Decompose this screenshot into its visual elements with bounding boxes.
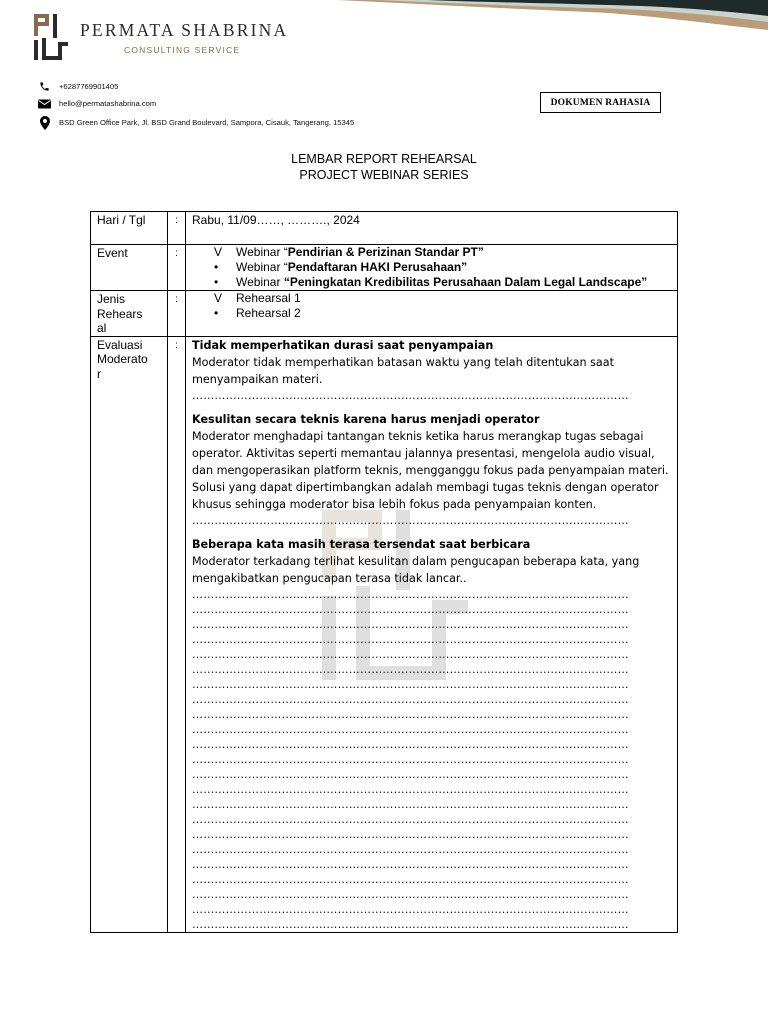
brand-name: PERMATA SHABRINA	[80, 20, 289, 40]
dotted-line: ………………………………………………………………………………………………………	[192, 812, 629, 826]
document-title-line2: PROJECT WEBINAR SERIES	[299, 168, 469, 182]
phone-icon	[38, 80, 51, 93]
dotted-line: ………………………………………………………………………………………………………	[192, 857, 629, 871]
brand-tagline: CONSULTING SERVICE	[124, 45, 241, 55]
dotted-line: ………………………………………………………………………………………………………	[192, 632, 629, 646]
dotted-line: ………………………………………………………………………………………………………	[192, 752, 629, 766]
date-colon: :	[168, 212, 186, 245]
dotted-line: ………………………………………………………………………………………………………	[192, 388, 629, 402]
contact-phone-text: +6287769901405	[59, 82, 119, 91]
dotted-line: ………………………………………………………………………………………………………	[192, 647, 629, 661]
event-options	[186, 245, 678, 291]
contact-email-text: hello@permatashabrina.com	[59, 99, 157, 108]
dotted-line: ………………………………………………………………………………………………………	[192, 737, 629, 751]
evaluation-heading: Kesulitan secara teknis karena harus menjadi operator	[192, 412, 540, 426]
event-option-marker: •	[214, 260, 219, 274]
table-row-evaluation	[91, 336, 678, 932]
event-option-marker: V	[214, 245, 223, 259]
rehearsal-label: Jenis Rehears al	[91, 291, 168, 337]
dotted-line: ………………………………………………………………………………………………………	[192, 677, 629, 691]
evaluation-label: Evaluasi Moderato r	[91, 336, 168, 932]
dotted-line: ………………………………………………………………………………………………………	[192, 842, 629, 856]
event-option-marker: •	[214, 275, 219, 289]
event-option-title: Pendirian & Perizinan Standar PT”	[287, 245, 484, 259]
location-pin-icon	[38, 116, 51, 129]
contact-phone	[38, 80, 118, 93]
dotted-line: ………………………………………………………………………………………………………	[192, 902, 629, 916]
event-option-title: “Peningkatan Kredibilitas Perusahaan Dalam Legal Landscape”	[283, 275, 648, 289]
dotted-line: ………………………………………………………………………………………………………	[192, 887, 629, 901]
evaluation-body: Moderator terkadang terlihat kesulitan dalam pengucapan beberapa kata, yang mengakibatkan pengucapan terasa tidak lancar..	[192, 554, 640, 585]
dotted-line: ………………………………………………………………………………………………………	[192, 602, 629, 616]
brand-logo	[34, 14, 70, 60]
date-value[interactable]: Rabu, 11/09……, ………., 2024	[186, 212, 678, 245]
contact-email	[38, 97, 156, 110]
event-option[interactable]	[192, 275, 671, 290]
contact-address-text: BSD Green Office Park, Jl. BSD Grand Boulevard, Sampora, Cisauk, Tangerang, 15345	[59, 118, 355, 127]
rehearsal-option-text: Rehearsal 2	[236, 306, 301, 320]
header-swoosh-decoration	[338, 0, 768, 40]
rehearsal-option-text: Rehearsal 1	[236, 291, 301, 305]
evaluation-body: Moderator menghadapi tantangan teknis ketika harus merangkap tugas sebagai operator. Aktivitas seperti memantau jalannya presentasi, mengelola audio visual, dan mengoperasikan platform teknis, mengganggu fokus pada penyampaian materi. Solusi yang dapat dipertimbangkan adalah membagi tugas teknis dengan operator khusus sehingga moderator bisa lebih fokus pada penyampaian konten.	[192, 429, 669, 511]
table-row-rehearsal	[91, 291, 678, 337]
dotted-line: ………………………………………………………………………………………………………	[192, 707, 629, 721]
event-option-title: Pendaftaran HAKI Perusahaan”	[287, 260, 468, 274]
rehearsal-options	[186, 291, 678, 337]
dotted-line: ………………………………………………………………………………………………………	[192, 797, 629, 811]
document-title-line1: LEMBAR REPORT REHEARSAL	[291, 152, 477, 166]
dotted-line: ………………………………………………………………………………………………………	[192, 513, 629, 527]
evaluation-heading: Tidak memperhatikan durasi saat penyampaian	[192, 338, 494, 352]
dotted-line: ………………………………………………………………………………………………………	[192, 662, 629, 676]
evaluation-notes[interactable]	[186, 336, 678, 932]
table-row-event	[91, 245, 678, 291]
dotted-line: ………………………………………………………………………………………………………	[192, 722, 629, 736]
rehearsal-report-table	[90, 211, 678, 933]
rehearsal-option[interactable]	[192, 306, 671, 321]
event-label: Event	[91, 245, 168, 291]
evaluation-colon: :	[168, 336, 186, 932]
dotted-line: ………………………………………………………………………………………………………	[192, 617, 629, 631]
dotted-line: ………………………………………………………………………………………………………	[192, 692, 629, 706]
rehearsal-colon: :	[168, 291, 186, 337]
event-option-prefix: Webinar “	[236, 245, 288, 259]
rehearsal-option-marker: •	[214, 306, 219, 320]
event-option[interactable]	[192, 260, 671, 275]
event-option[interactable]	[192, 245, 671, 260]
evaluation-heading: Beberapa kata masih terasa tersendat saat berbicara	[192, 537, 531, 551]
dotted-line: ………………………………………………………………………………………………………	[192, 872, 629, 886]
dotted-line: ………………………………………………………………………………………………………	[192, 587, 629, 601]
mail-icon	[38, 97, 51, 110]
event-option-prefix: Webinar	[236, 275, 284, 289]
dotted-line: ………………………………………………………………………………………………………	[192, 917, 629, 931]
contact-address	[38, 116, 354, 129]
date-label: Hari / Tgl	[91, 212, 168, 245]
rehearsal-option-marker: V	[214, 291, 223, 305]
rehearsal-option[interactable]	[192, 291, 671, 306]
confidential-badge: DOKUMEN RAHASIA	[540, 92, 661, 113]
dotted-line: ………………………………………………………………………………………………………	[192, 767, 629, 781]
dotted-line: ………………………………………………………………………………………………………	[192, 827, 629, 841]
evaluation-body: Moderator tidak memperhatikan batasan waktu yang telah ditentukan saat menyampaikan materi.	[192, 355, 615, 386]
table-row-date	[91, 212, 678, 245]
dotted-line: ………………………………………………………………………………………………………	[192, 782, 629, 796]
event-colon: :	[168, 245, 186, 291]
event-option-prefix: Webinar “	[236, 260, 288, 274]
blank-notes-area[interactable]	[192, 587, 671, 932]
